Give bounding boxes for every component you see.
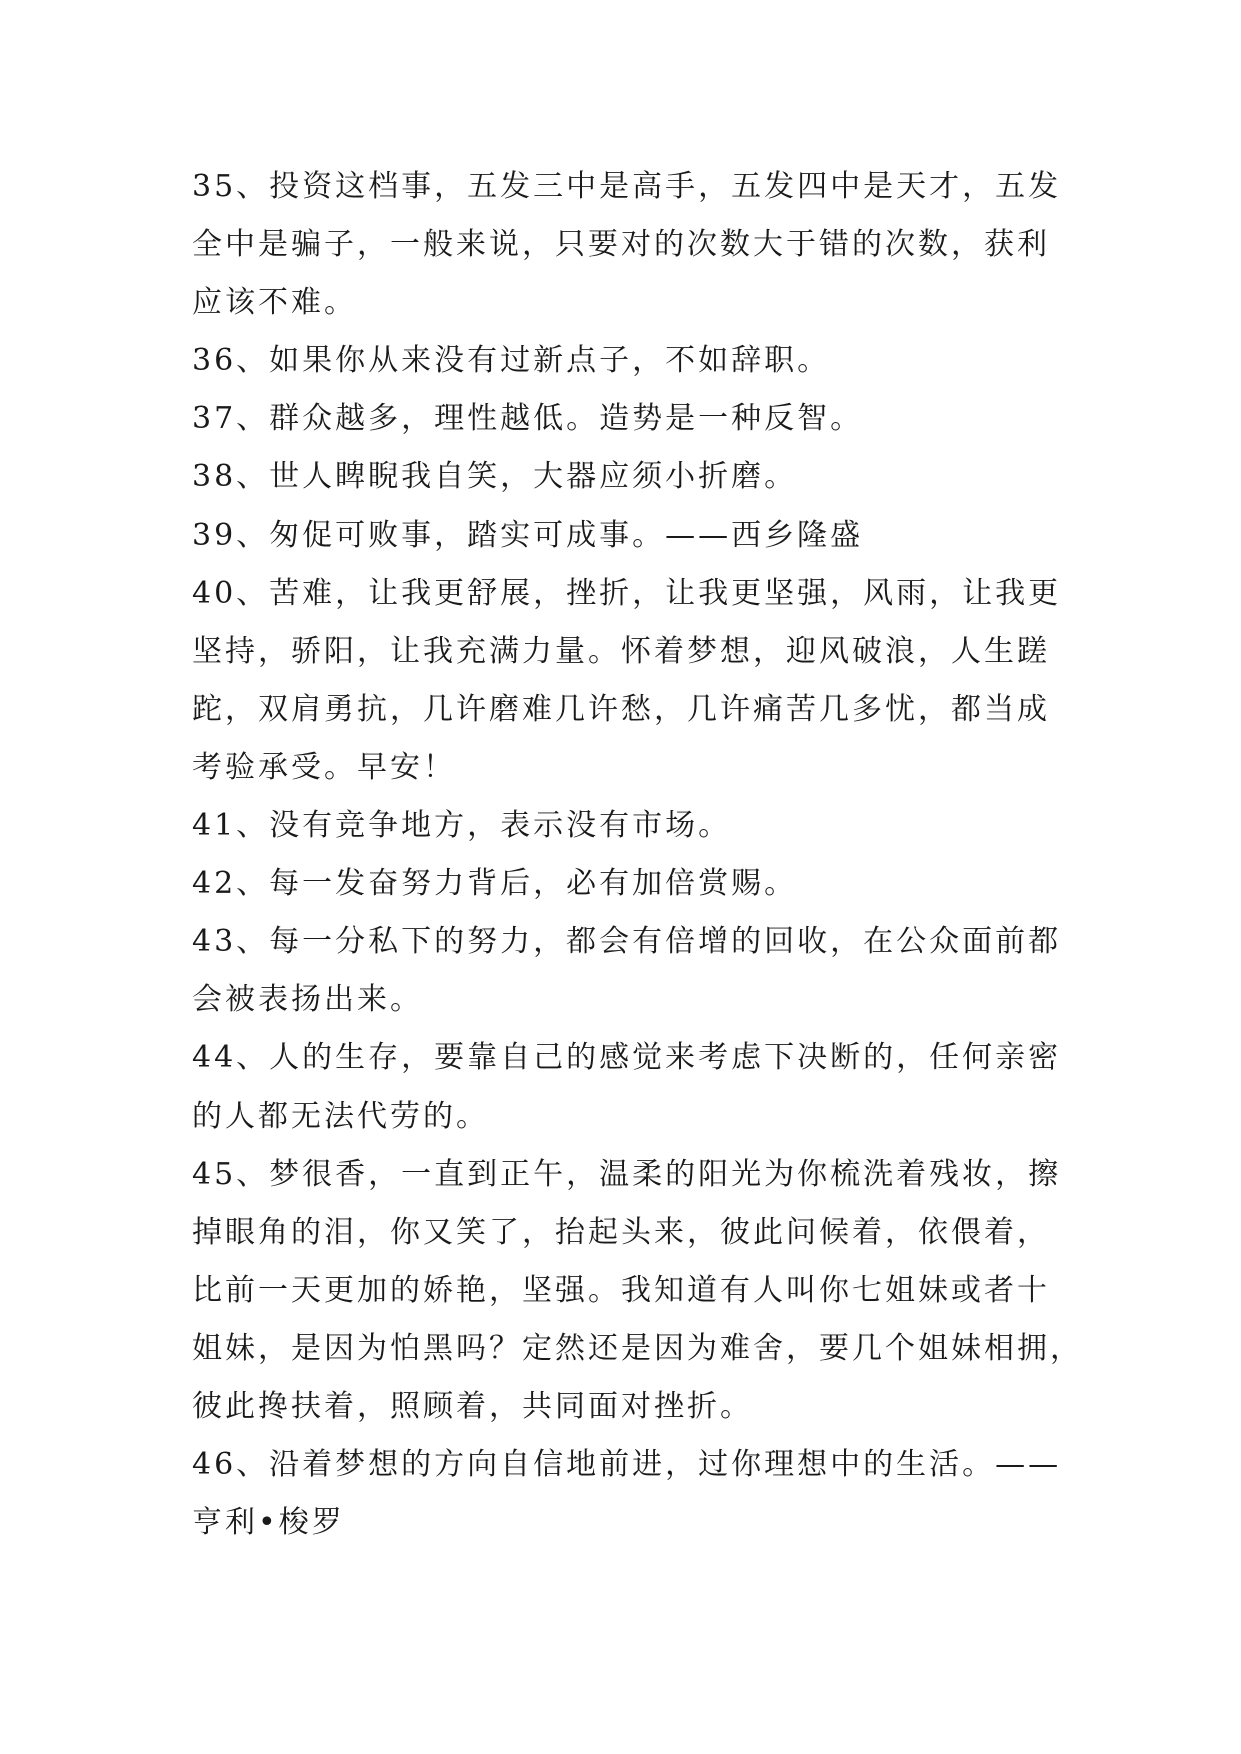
text-line: 应该不难。: [192, 285, 357, 321]
text-line: 37、群众越多，理性越低。造势是一种反智。: [192, 401, 864, 437]
text-line: 姐妹，是因为怕黑吗？定然还是因为难舍，要几个姐妹相拥，: [192, 1330, 1083, 1366]
text-line: 亨利•梭罗: [192, 1505, 345, 1541]
text-line: 39、匆促可败事，踏实可成事。——西乡隆盛: [192, 517, 864, 553]
text-line: 的人都无法代劳的。: [192, 1098, 489, 1134]
text-line: 43、每一分私下的努力，都会有倍增的回收，在公众面前都: [192, 924, 1062, 960]
text-line: 35、投资这档事，五发三中是高手，五发四中是天才，五发: [192, 169, 1062, 204]
text-line: 彼此搀扶着，照顾着，共同面对挫折。: [192, 1388, 753, 1424]
text-line: 40、苦难，让我更舒展，挫折，让我更坚强，风雨，让我更: [192, 575, 1062, 611]
text-line: 45、梦很香，一直到正午，温柔的阳光为你梳洗着残妆，擦: [192, 1156, 1062, 1192]
text-line: 会被表扬出来。: [192, 982, 423, 1018]
text-line: 掉眼角的泪，你又笑了，抬起头来，彼此问候着，依偎着，: [192, 1214, 1050, 1250]
text-line: 41、没有竞争地方，表示没有市场。: [192, 808, 732, 844]
text-line: 跎，双肩勇抗，几许磨难几许愁，几许痛苦几多忧，都当成: [192, 691, 1050, 727]
text-line: 36、如果你从来没有过新点子，不如辞职。: [192, 343, 831, 379]
document-page: [192, 158, 1083, 1552]
text-line: 46、沿着梦想的方向自信地前进，过你理想中的生活。——: [192, 1447, 1062, 1483]
text-line: 44、人的生存，要靠自己的感觉来考虑下决断的，任何亲密: [192, 1040, 1062, 1076]
text-line: 坚持，骄阳，让我充满力量。怀着梦想，迎风破浪，人生蹉: [192, 633, 1050, 669]
text-line: 42、每一发奋努力背后，必有加倍赏赐。: [192, 866, 798, 902]
text-line: 全中是骗子，一般来说，只要对的次数大于错的次数，获利: [192, 227, 1050, 263]
text-line: 38、世人睥睨我自笑，大器应须小折磨。: [192, 459, 798, 495]
text-line: 比前一天更加的娇艳，坚强。我知道有人叫你七姐妹或者十: [192, 1272, 1050, 1308]
text-line: 考验承受。早安！: [192, 749, 456, 785]
